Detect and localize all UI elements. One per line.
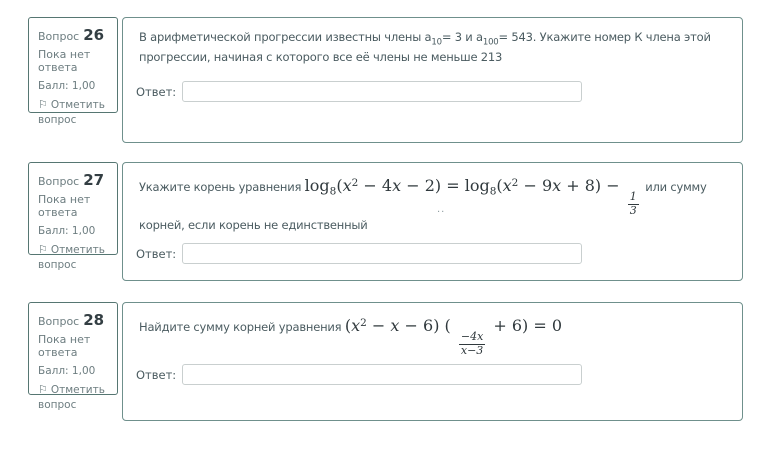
answer-input[interactable] — [182, 81, 582, 102]
flag-label: Отметить вопрос — [38, 244, 105, 271]
question-status: Пока нет ответа — [38, 48, 91, 74]
question-text: Укажите корень уравнения $\log_8(x^2 - 4x - 2) = \log_8(x^2 - 9x + 8)$ − $\frac{1}{3}$ или сумму корней, если корень не единственный — [139, 176, 707, 233]
answer-label: Ответ: — [136, 367, 177, 382]
flag-icon: ⚐ — [38, 98, 48, 111]
question-text: В арифметической прогрессии известны члены $a_{10}= 3$ и $a_{100}= 543$. Укажите номер К члена этой прогрессии, начиная с которого все её члены не меньше 213 — [139, 30, 711, 65]
question-text: Найдите сумму корней уравнения $(x^2 - x - 6)$ ( $\frac{-4x}{x-3}$ + 6) = 0 — [139, 316, 563, 357]
flag-question-button[interactable] — [38, 98, 110, 127]
question-label — [38, 26, 110, 44]
question-label — [38, 171, 110, 189]
question-points: Балл: 1,00 — [38, 225, 96, 237]
render-artifact-dots: .. — [437, 204, 446, 215]
question-content-box — [122, 162, 743, 281]
answer-row — [136, 81, 582, 102]
question-info-box — [28, 302, 118, 411]
answer-row — [136, 243, 582, 264]
answer-label: Ответ: — [136, 246, 177, 261]
question-label-text: Вопрос — [38, 30, 80, 43]
flag-question-button[interactable] — [38, 243, 110, 272]
answer-label: Ответ: — [136, 84, 177, 99]
flag-label: Отметить вопрос — [38, 384, 105, 411]
question-number: 27 — [83, 171, 105, 189]
question-status: Пока нет ответа — [38, 193, 91, 219]
question-label-text: Вопрос — [38, 315, 80, 328]
question-label-text: Вопрос — [38, 175, 80, 188]
question-points: Балл: 1,00 — [38, 365, 96, 377]
question-content-box — [122, 302, 743, 421]
answer-input[interactable] — [182, 243, 582, 264]
answer-input[interactable] — [182, 364, 582, 385]
flag-icon: ⚐ — [38, 243, 48, 256]
flag-question-button[interactable] — [38, 383, 110, 412]
question-content-box — [122, 17, 743, 143]
question-number: 28 — [83, 311, 105, 329]
question-label — [38, 311, 110, 329]
question-points: Балл: 1,00 — [38, 80, 96, 92]
question-status: Пока нет ответа — [38, 333, 91, 359]
question-info-box — [28, 162, 118, 271]
flag-icon: ⚐ — [38, 383, 48, 396]
answer-row — [136, 364, 582, 385]
question-number: 26 — [83, 26, 105, 44]
question-info-box — [28, 17, 118, 126]
flag-label: Отметить вопрос — [38, 99, 105, 126]
